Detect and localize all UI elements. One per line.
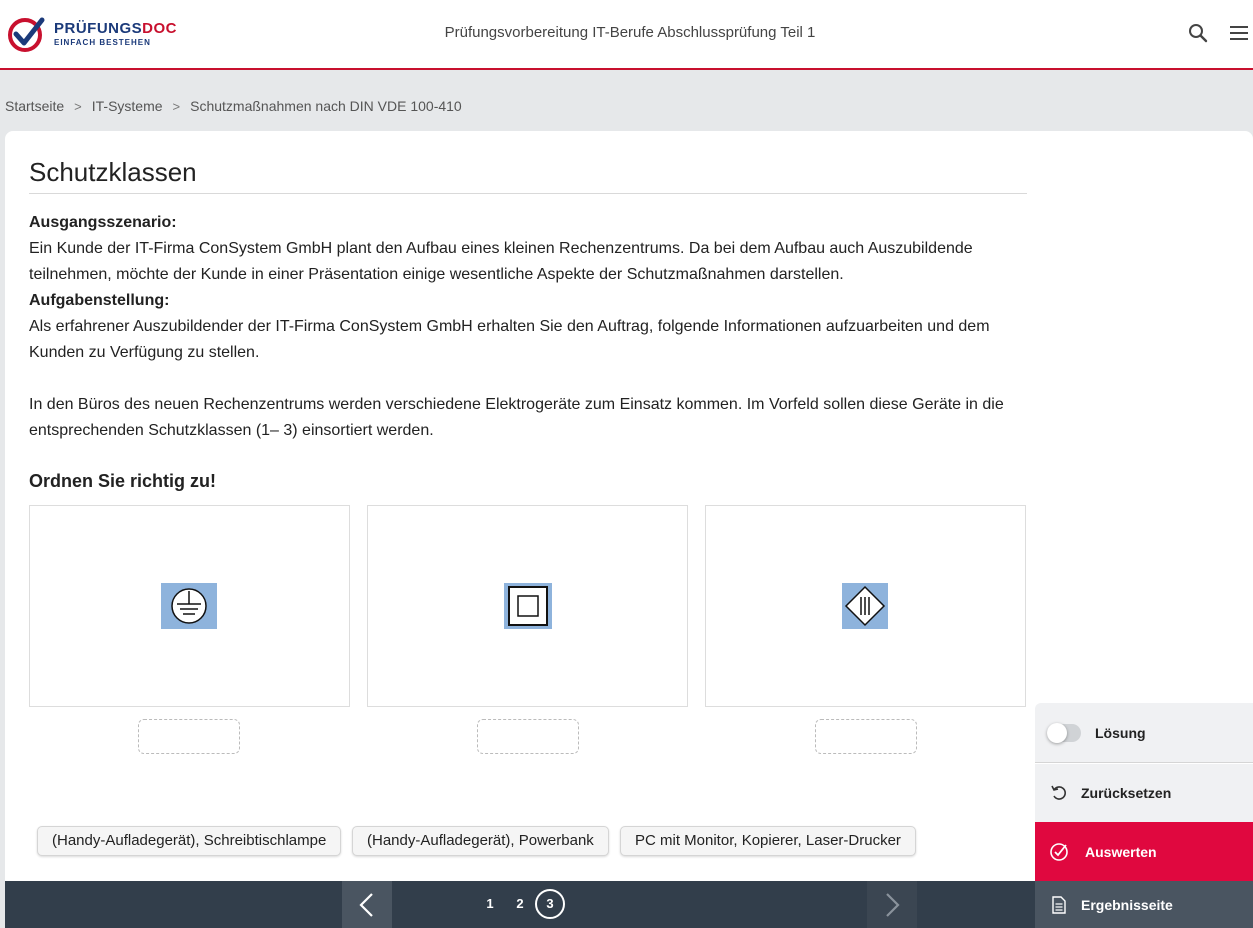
previous-page-button[interactable] — [342, 881, 392, 928]
exercise-description: In den Büros des neuen Rechenzentrums werden verschiedene Elektrogeräte zum Einsatz kommen. Im Vorfeld sollen diese Geräte in die entsprechenden Schutzklassen (1– 3) einsortiert werden. — [29, 396, 1004, 439]
search-icon[interactable] — [1187, 22, 1209, 44]
page-title: Schutzklassen — [29, 157, 197, 187]
exercise-text — [29, 210, 1029, 444]
scenario-heading: Ausgangsszenario: — [29, 214, 177, 231]
answer-slot-class-1[interactable] — [138, 719, 240, 754]
check-circle-icon — [1049, 842, 1069, 862]
answer-slot-class-3[interactable] — [815, 719, 917, 754]
brand-name — [54, 21, 177, 36]
drop-target-class-1[interactable] — [29, 505, 350, 707]
top-header — [0, 0, 1253, 70]
drop-target-class-2[interactable] — [367, 505, 688, 707]
task-text: Als erfahrener Auszubildender der IT-Firma ConSystem GmbH erhalten Sie den Auftrag, folgende Informationen aufzuarbeiten und dem Kunden zu Verfügung zu stellen. — [29, 318, 990, 361]
breadcrumb-it-systeme[interactable]: IT-Systeme — [91, 98, 163, 114]
page-3-button[interactable]: 3 — [535, 889, 565, 919]
page-2-button[interactable]: 2 — [516, 896, 524, 911]
reset-button[interactable] — [1035, 764, 1253, 822]
answer-chip-powerbank[interactable]: (Handy-Aufladegerät), Powerbank — [352, 826, 609, 856]
hamburger-menu-icon[interactable] — [1228, 22, 1250, 44]
page-numbers — [475, 889, 565, 919]
page-1-button[interactable]: 1 — [486, 896, 494, 911]
scenario-text: Ein Kunde der IT-Firma ConSystem GmbH plant den Aufbau eines kleinen Rechenzentrums. Da bei dem Aufbau auch Auszubildende teilnehmen, möchte der Kunde in einer Präsentation einige wesentliche Aspekte der Schutzmaßnahmen darstellen. — [29, 240, 973, 283]
logo-check-icon — [6, 14, 46, 54]
evaluate-button[interactable] — [1035, 822, 1253, 881]
instruction-heading: Ordnen Sie richtig zu! — [29, 471, 217, 491]
chevron-left-icon — [358, 892, 376, 918]
brand-name-part2: DOC — [142, 20, 178, 37]
answer-slot-class-2[interactable] — [477, 719, 579, 754]
evaluate-label: Auswerten — [1085, 843, 1157, 860]
course-title: Prüfungsvorbereitung IT-Berufe Abschlussprüfung Teil 1 — [444, 24, 816, 41]
task-heading: Aufgabenstellung: — [29, 292, 170, 309]
breadcrumb-separator: > — [74, 98, 82, 114]
next-page-button[interactable] — [867, 881, 917, 928]
results-page-button[interactable] — [1035, 881, 1253, 928]
document-icon — [1049, 895, 1069, 915]
double-insulation-icon — [504, 583, 552, 629]
answer-chip-schreibtischlampe[interactable]: (Handy-Aufladegerät), Schreibtischlampe — [37, 826, 341, 856]
drop-target-class-3[interactable] — [705, 505, 1026, 707]
safety-extra-low-voltage-icon — [842, 583, 888, 629]
reset-label: Zurücksetzen — [1081, 785, 1172, 801]
pagination-bar — [5, 881, 1035, 928]
breadcrumb-current[interactable]: Schutzmaßnahmen nach DIN VDE 100-410 — [190, 98, 462, 114]
results-label: Ergebnisseite — [1081, 896, 1173, 913]
chevron-right-icon — [883, 892, 901, 918]
title-divider — [29, 193, 1027, 194]
breadcrumb-separator: > — [172, 98, 181, 114]
solution-label: Lösung — [1095, 724, 1146, 741]
breadcrumb-home[interactable]: Startseite — [5, 98, 65, 114]
solution-toggle-row[interactable] — [1035, 703, 1253, 763]
brand-logo[interactable] — [6, 14, 196, 54]
solution-toggle[interactable] — [1047, 724, 1081, 742]
undo-icon — [1049, 783, 1069, 803]
protective-earth-icon — [161, 583, 217, 629]
breadcrumb — [5, 98, 462, 114]
brand-tagline: EINFACH BESTEHEN — [54, 38, 151, 47]
answer-chip-pc-monitor[interactable]: PC mit Monitor, Kopierer, Laser-Drucker — [620, 826, 916, 856]
brand-name-part1: PRÜFUNGS — [54, 20, 143, 37]
